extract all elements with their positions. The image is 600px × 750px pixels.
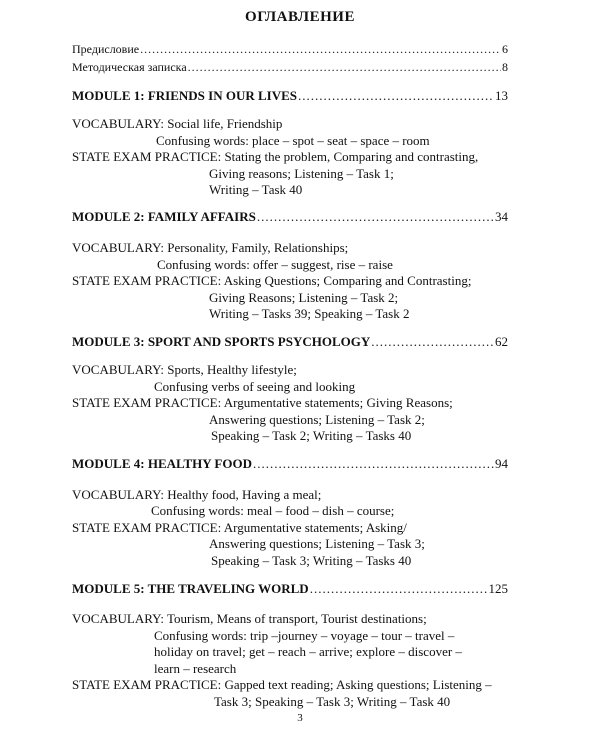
dot-leader xyxy=(371,334,494,350)
module-1-exam-practice-cont: Giving reasons; Listening – Task 1; xyxy=(209,166,394,181)
module-4-exam-practice: STATE EXAM PRACTICE: Argumentative statements; Asking/ xyxy=(72,520,407,535)
toc-entry-label: Методическая записка xyxy=(72,60,187,74)
toc-entry-page: 8 xyxy=(502,60,508,74)
module-title: MODULE 3: SPORT AND SPORTS PSYCHOLOGY xyxy=(72,334,371,349)
module-2-confusing-words: Confusing words: offer – suggest, rise – raise xyxy=(157,257,393,272)
module-2-exam-practice-cont: Giving Reasons; Listening – Task 2; xyxy=(209,290,399,305)
module-page: 94 xyxy=(495,456,508,471)
module-3-exam-practice-cont: Speaking – Task 2; Writing – Tasks 40 xyxy=(211,428,412,443)
page-title: ОГЛАВЛЕНИЕ xyxy=(245,9,355,25)
module-5-vocabulary: VOCABULARY: Tourism, Means of transport, Tourist destinations; xyxy=(72,611,427,626)
module-4-exam-practice-cont: Speaking – Task 3; Writing – Tasks 40 xyxy=(211,553,412,568)
module-5-confusing-words-cont: learn – research xyxy=(154,661,237,676)
module-page: 13 xyxy=(495,88,508,103)
dot-leader xyxy=(140,42,501,57)
module-title: MODULE 2: FAMILY AFFAIRS xyxy=(72,209,256,224)
module-4-vocabulary: VOCABULARY: Healthy food, Having a meal; xyxy=(72,487,322,502)
module-1-vocabulary: VOCABULARY: Social life, Friendship xyxy=(72,116,283,131)
module-1-exam-practice-cont: Writing – Task 40 xyxy=(209,182,303,197)
page-number: 3 xyxy=(297,712,303,724)
module-4-exam-practice-cont: Answering questions; Listening – Task 3; xyxy=(209,536,425,551)
toc-entry-module-1 xyxy=(72,88,508,104)
module-3-exam-practice-cont: Answering questions; Listening – Task 2; xyxy=(209,412,425,427)
module-5-confusing-words-cont: holiday on travel; get – reach – arrive; explore – discover – xyxy=(154,644,462,659)
module-title: MODULE 4: HEALTHY FOOD xyxy=(72,456,252,471)
module-1-exam-practice: STATE EXAM PRACTICE: Stating the problem, Comparing and contrasting, xyxy=(72,149,479,164)
dot-leader xyxy=(188,60,501,75)
module-page: 125 xyxy=(488,581,508,596)
module-4-confusing-words: Confusing words: meal – food – dish – course; xyxy=(151,503,395,518)
toc-entry-module-3 xyxy=(72,334,508,350)
module-3-confusing-verbs: Confusing verbs of seeing and looking xyxy=(154,379,356,394)
module-5-exam-practice-cont: Task 3; Speaking – Task 3; Writing – Task 40 xyxy=(214,694,451,709)
dot-leader xyxy=(310,581,488,597)
module-5-exam-practice: STATE EXAM PRACTICE: Gapped text reading; Asking questions; Listening – xyxy=(72,677,492,692)
toc-entry-module-4 xyxy=(72,456,508,472)
toc-entry-methodical-note xyxy=(72,60,508,75)
module-3-vocabulary: VOCABULARY: Sports, Healthy lifestyle; xyxy=(72,362,297,377)
module-title: MODULE 5: THE TRAVELING WORLD xyxy=(72,581,309,596)
module-title: MODULE 1: FRIENDS IN OUR LIVES xyxy=(72,88,297,103)
module-2-vocabulary: VOCABULARY: Personality, Family, Relationships; xyxy=(72,240,349,255)
toc-entry-module-5 xyxy=(72,581,508,597)
toc-entry-preface xyxy=(72,42,508,57)
toc-entry-page: 6 xyxy=(502,42,508,56)
toc-entry-module-2 xyxy=(72,209,508,225)
toc-entry-label: Предисловие xyxy=(72,42,140,56)
module-2-exam-practice-cont: Writing – Tasks 39; Speaking – Task 2 xyxy=(209,306,410,321)
dot-leader xyxy=(257,209,494,225)
module-5-confusing-words: Confusing words: trip –journey – voyage – tour – travel – xyxy=(154,628,455,643)
module-page: 34 xyxy=(495,209,508,224)
module-2-exam-practice: STATE EXAM PRACTICE: Asking Questions; Comparing and Contrasting; xyxy=(72,273,472,288)
dot-leader xyxy=(253,456,494,472)
dot-leader xyxy=(298,88,494,104)
module-1-confusing-words: Confusing words: place – spot – seat – space – room xyxy=(156,133,430,148)
module-3-exam-practice: STATE EXAM PRACTICE: Argumentative statements; Giving Reasons; xyxy=(72,395,453,410)
module-page: 62 xyxy=(495,334,508,349)
